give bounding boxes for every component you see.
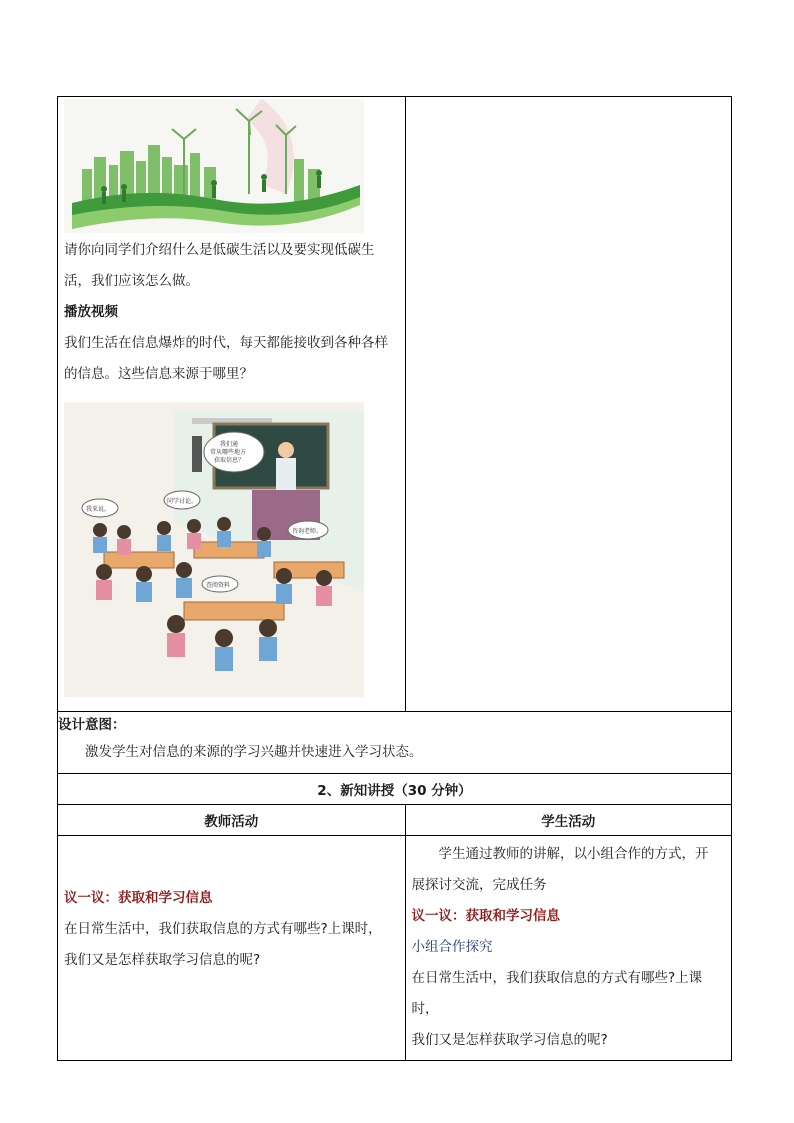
intro-row bbox=[58, 97, 732, 712]
student-activity-cell bbox=[405, 836, 732, 1061]
student-line-3: 在日常生活中，我们获取信息的方式有哪些?上课时， bbox=[411, 970, 703, 1017]
design-label: 设计意图： bbox=[58, 717, 126, 733]
teacher-heading: 议一议：获取和学习信息 bbox=[64, 890, 213, 906]
design-text: 激发学生对信息的来源的学习兴趣并快速进入学习状态。 bbox=[85, 744, 423, 760]
teacher-line-2: 我们又是怎样获取学习信息的呢? bbox=[64, 952, 261, 968]
bubble-c: 咨询老师。 bbox=[292, 528, 323, 535]
classroom-illustration bbox=[64, 402, 364, 697]
teacher-line-1: 在日常生活中，我们获取信息的方式有哪些?上课时， bbox=[64, 921, 382, 937]
intro-right-cell bbox=[405, 97, 732, 712]
intro-left-cell bbox=[58, 97, 406, 712]
teacher-activity-cell bbox=[58, 836, 406, 1061]
student-line-2: 展探讨交流，完成任务 bbox=[411, 877, 547, 893]
lesson-table bbox=[57, 96, 732, 1061]
bubble-d: 查阅资料 bbox=[206, 582, 231, 589]
design-row bbox=[58, 712, 732, 774]
section-title: 2、新知讲授（30 分钟） bbox=[58, 774, 732, 805]
student-line-4: 我们又是怎样获取学习信息的呢? bbox=[411, 1032, 608, 1048]
activity-row bbox=[58, 836, 732, 1061]
intro-text-1: 请你向同学们介绍什么是低碳生活以及要实现低碳生 bbox=[64, 242, 375, 258]
intro-text-2: 我们生活在信息爆炸的时代，每天都能接收到各种各样 bbox=[64, 335, 388, 351]
bubble-b: 同学讨论。 bbox=[167, 498, 198, 505]
bubble-teacher-line3: 获取信息？ bbox=[214, 457, 245, 464]
teacher-header: 教师活动 bbox=[58, 805, 406, 836]
student-header: 学生活动 bbox=[405, 805, 732, 836]
student-line-1: 学生通过教师的讲解，以小组合作的方式，开 bbox=[438, 846, 709, 862]
design-cell bbox=[58, 712, 732, 774]
intro-text-1-cont: 活，我们应该怎么做。 bbox=[64, 273, 199, 289]
section-row bbox=[58, 774, 732, 805]
bubble-a: 我来说。 bbox=[86, 506, 111, 513]
play-video-heading: 播放视频 bbox=[64, 304, 118, 320]
student-subheading: 小组合作探究 bbox=[411, 939, 493, 955]
student-heading: 议一议：获取和学习信息 bbox=[411, 908, 560, 924]
low-carbon-illustration bbox=[64, 99, 364, 233]
intro-text-2-cont: 的信息。这些信息来源于哪里？ bbox=[64, 366, 253, 382]
header-row bbox=[58, 805, 732, 836]
bubble-teacher-line2: 常从哪些地方 bbox=[210, 449, 247, 456]
bubble-teacher-line1: 我们通 bbox=[220, 441, 239, 448]
